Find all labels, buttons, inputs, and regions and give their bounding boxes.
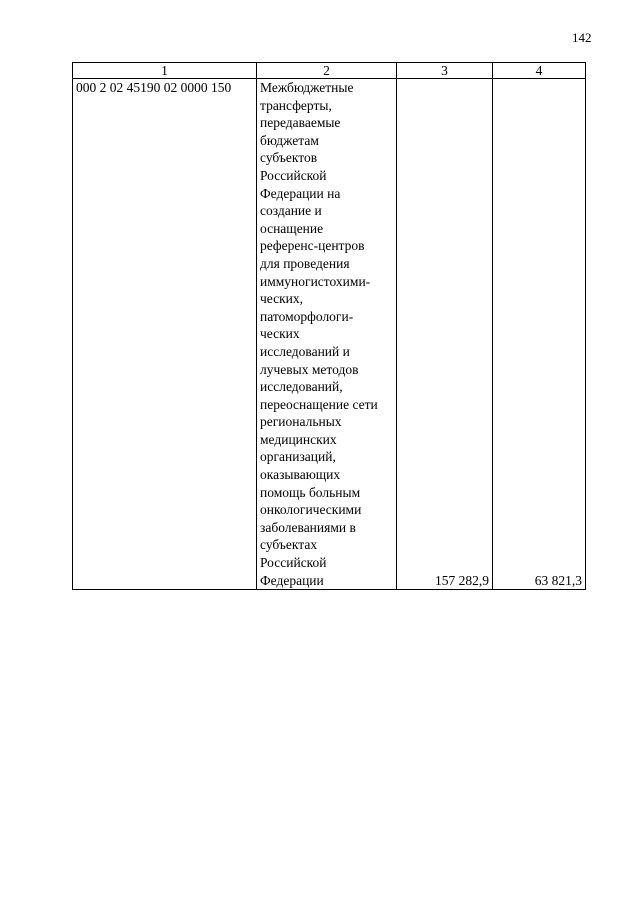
description-line: организаций, [260, 449, 336, 465]
description-line: онкологическими [260, 502, 362, 518]
description-line: патоморфологи- [260, 308, 354, 324]
description-line: помощь больным [260, 484, 361, 500]
header-col-1: 1 [73, 63, 257, 79]
description-line: ческих [260, 326, 300, 342]
description-line: создание и [260, 203, 322, 219]
description-line: Российской [260, 167, 327, 183]
description-line: бюджетам [260, 132, 319, 148]
description-line: передаваемые [260, 115, 341, 131]
description-line: иммуногистохими- [260, 273, 371, 289]
description-line: ческих, [260, 291, 304, 307]
description-line: лучевых методов [260, 361, 359, 377]
description-line: субъектах [260, 537, 318, 553]
description-line: трансферты, [260, 97, 332, 113]
header-row [73, 63, 586, 79]
description-line: заболеваниями в [260, 519, 356, 535]
description-cell [257, 79, 397, 590]
description-line: субъектов [260, 150, 318, 166]
page-number: 142 [572, 30, 592, 45]
header-col-4: 4 [493, 63, 586, 79]
budget-table [72, 62, 586, 590]
description-text [260, 79, 393, 589]
description-line: исследований и [260, 343, 350, 359]
description-line: Межбюджетные [260, 80, 354, 95]
header-col-2: 2 [257, 63, 397, 79]
description-line: региональных [260, 414, 342, 430]
description-line: Федерации на [260, 185, 341, 201]
description-line: оснащение [260, 220, 324, 236]
budget-code-cell: 000 2 02 45190 02 0000 150 [73, 79, 257, 590]
table-row [73, 79, 586, 590]
description-line: медицинских [260, 431, 337, 447]
description-line: Федерации [260, 572, 324, 588]
description-line: исследований, [260, 379, 343, 395]
value-col4-cell: 63 821,3 [493, 79, 586, 590]
description-line: референс-центров [260, 238, 365, 254]
description-line: для проведения [260, 255, 350, 271]
header-col-3: 3 [397, 63, 493, 79]
description-line: Российской [260, 555, 327, 571]
value-col3-cell: 157 282,9 [397, 79, 493, 590]
description-line: переоснащение сети [260, 396, 378, 412]
description-line: оказывающих [260, 467, 341, 483]
